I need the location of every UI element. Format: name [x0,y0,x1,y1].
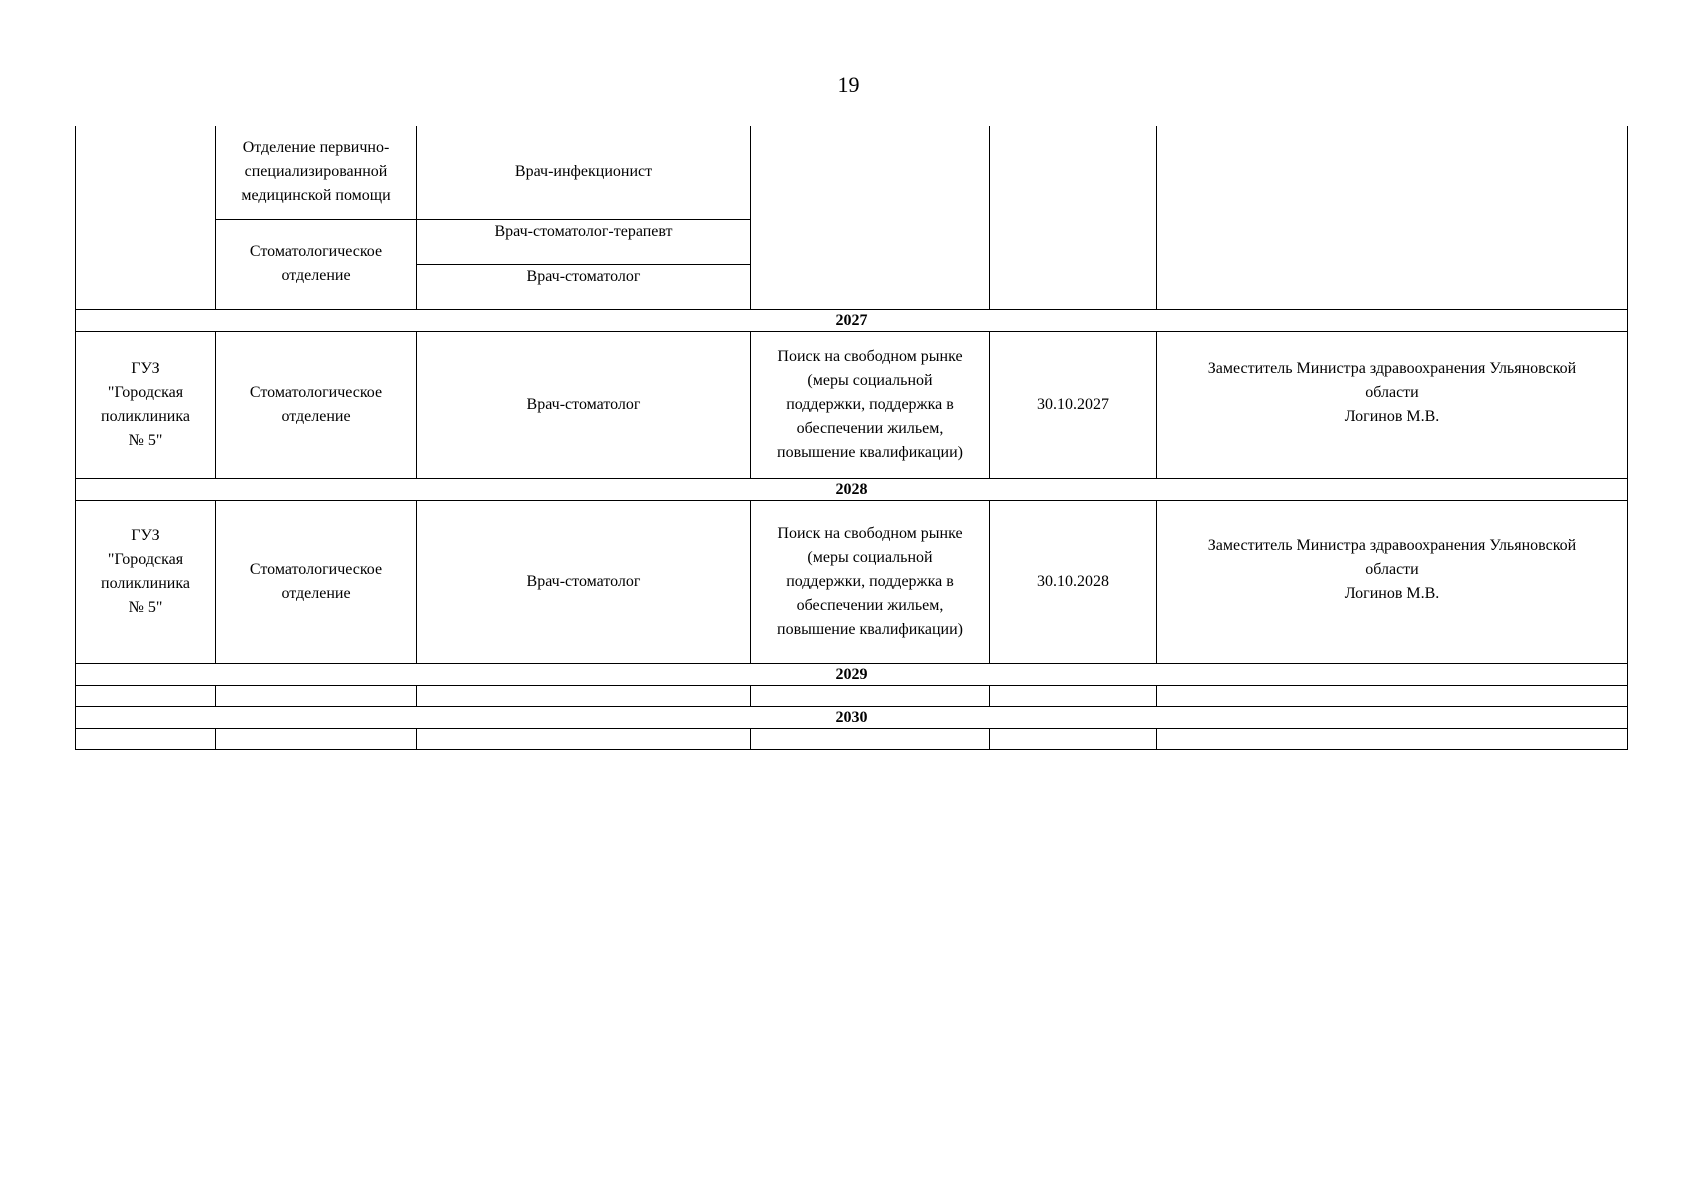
year-row [76,309,1628,331]
position-cell: Врач-стоматолог [417,264,751,309]
table-row [76,500,1628,663]
year-heading: 2029 [76,663,1628,685]
organization-cell: ГУЗ "Городская поликлиника № 5" [76,331,216,478]
department-cell: Стоматологическое отделение [216,500,417,663]
department-cell: Стоматологическое отделение [216,331,417,478]
position-cell: Врач-стоматолог [417,331,751,478]
organization-cell [76,728,216,749]
organization-cell [76,126,216,309]
department-cell [216,728,417,749]
organization-cell [76,685,216,706]
responsible-cell: Заместитель Министра здравоохранения Ульяновской области Логинов М.В. [1157,500,1628,663]
measures-cell [751,685,990,706]
position-cell: Врач-стоматолог-терапевт [417,219,751,264]
page-number: 19 [837,72,860,97]
measures-cell: Поиск на свободном рынке (меры социальной поддержки, поддержка в обеспечении жильем, повышение квалификации) [751,500,990,663]
department-cell [216,685,417,706]
responsible-cell: Заместитель Министра здравоохранения Ульяновской области Логинов М.В. [1157,331,1628,478]
year-row [76,478,1628,500]
deadline-cell [990,126,1157,309]
staffing-plan-table [75,126,1628,750]
department-cell: Стоматологическое отделение [216,219,417,309]
position-cell: Врач-стоматолог [417,500,751,663]
measures-cell [751,728,990,749]
position-cell: Врач-инфекционист [417,126,751,219]
table-row [76,126,1628,219]
position-cell [417,685,751,706]
responsible-cell [1157,728,1628,749]
responsible-cell [1157,685,1628,706]
measures-cell: Поиск на свободном рынке (меры социальной поддержки, поддержка в обеспечении жильем, повышение квалификации) [751,331,990,478]
deadline-cell [990,685,1157,706]
position-cell [417,728,751,749]
measures-cell [751,126,990,309]
responsible-cell [1157,126,1628,309]
deadline-cell: 30.10.2028 [990,500,1157,663]
year-heading: 2027 [76,309,1628,331]
table-row [76,728,1628,749]
year-row [76,663,1628,685]
table-row [76,331,1628,478]
deadline-cell [990,728,1157,749]
year-heading: 2028 [76,478,1628,500]
deadline-cell: 30.10.2027 [990,331,1157,478]
year-row [76,706,1628,728]
department-cell: Отделение первично- специализированной медицинской помощи [216,126,417,219]
year-heading: 2030 [76,706,1628,728]
table-row [76,685,1628,706]
organization-cell: ГУЗ "Городская поликлиника № 5" [76,500,216,663]
